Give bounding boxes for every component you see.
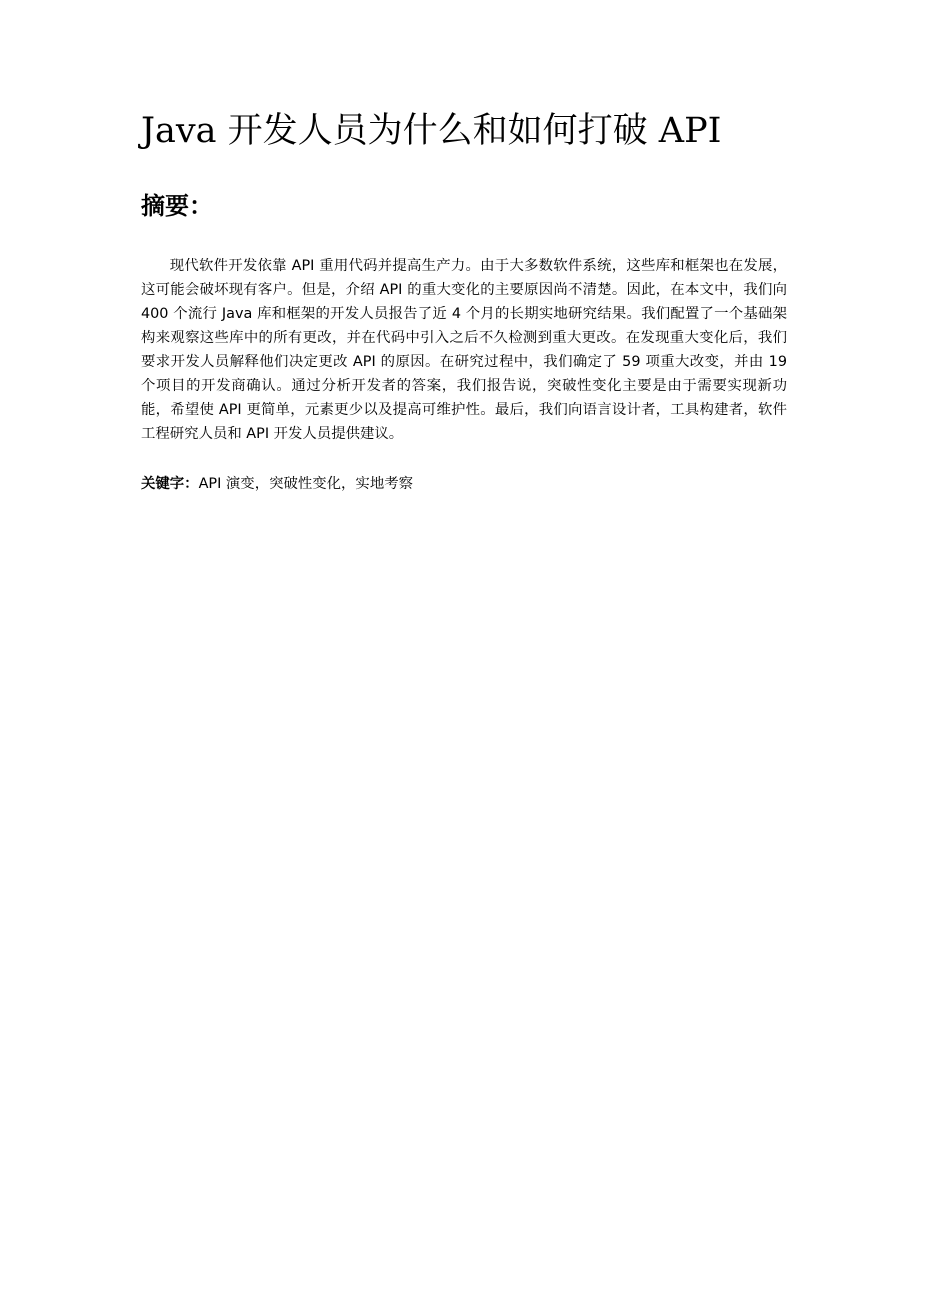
keywords-text: API 演变，突破性变化，实地考察 [198,476,413,492]
document-title: Java 开发人员为什么和如何打破 API [141,111,722,151]
abstract-heading: 摘要： [141,192,213,220]
keywords-line [141,472,787,496]
keywords-label: 关键字： [141,476,199,492]
abstract-paragraph: 现代软件开发依靠 API 重用代码并提高生产力。由于大多数软件系统，这些库和框架也在发展，这可能会破坏现有客户。但是，介绍 API 的重大变化的主要原因尚不清楚。因此，在本文中，我们向 400 个流行 Java 库和框架的开发人员报告了近 4 个月的长期实地研究结果。我们配置了一个基础架构来观察这些库中的所有更改，并在代码中引入之后不久检测到重大更改。在发现重大变化后，我们要求开发人员解释他们决定更改 API 的原因。在研究过程中，我们确定了 59 项重大改变，并由 19 个项目的开发商确认。通过分析开发者的答案，我们报告说，突破性变化主要是由于需要实现新功能，希望使 API 更简单，元素更少以及提高可维护性。最后，我们向语言设计者，工具构建者，软件工程研究人员和 API 开发人员提供建议。 [141,258,787,442]
